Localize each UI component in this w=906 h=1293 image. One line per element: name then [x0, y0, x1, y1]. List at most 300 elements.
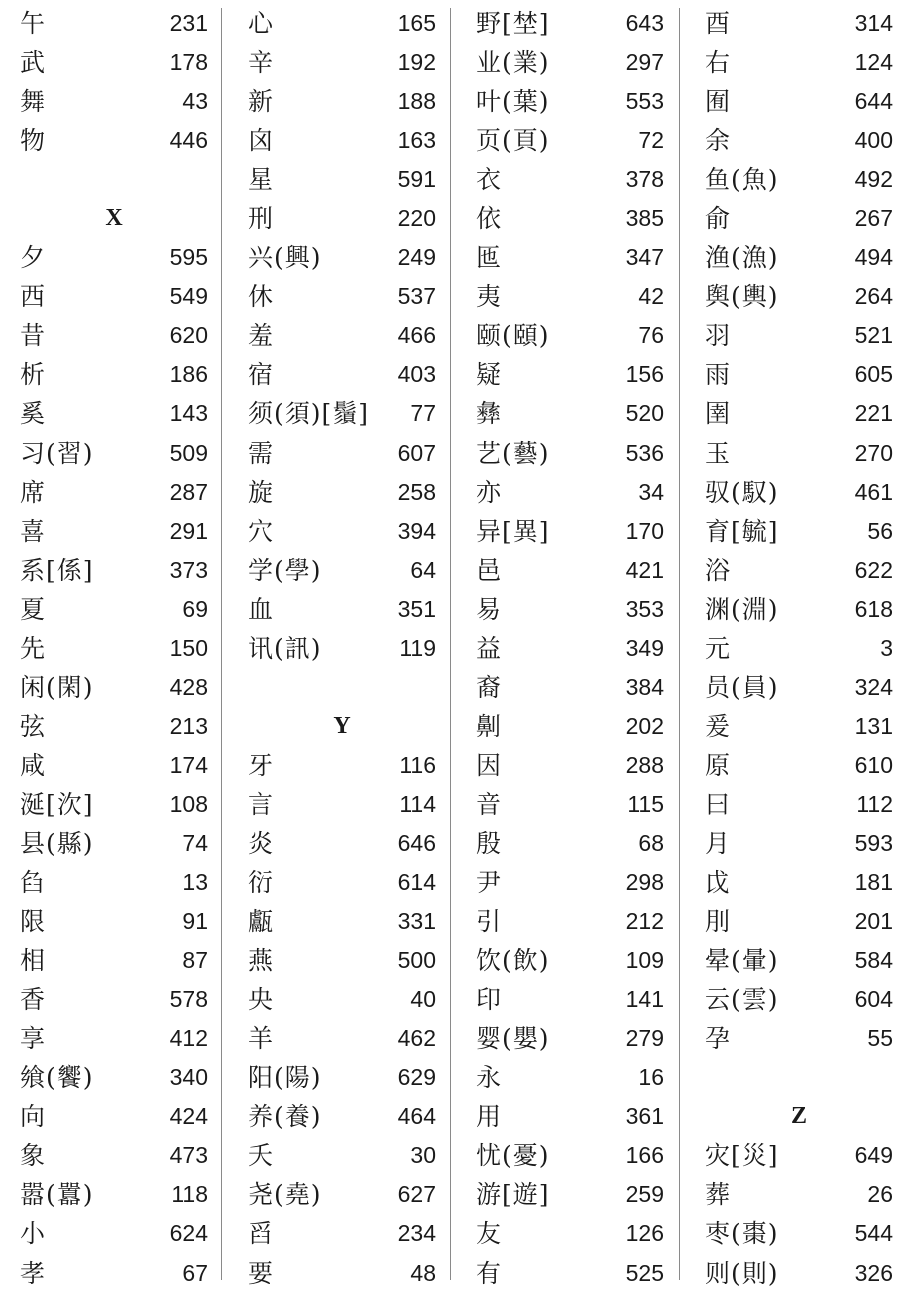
- index-entry: [476, 1254, 664, 1293]
- entry-character: 枣(棗): [705, 1219, 779, 1249]
- index-entry: [20, 43, 208, 82]
- entry-page-number: 109: [625, 947, 664, 974]
- entry-page-number: 553: [625, 88, 664, 115]
- entry-character: 音: [476, 789, 503, 819]
- entry-page-number: 385: [625, 205, 664, 232]
- index-entry: [476, 1019, 664, 1058]
- entry-page-number: 500: [397, 947, 436, 974]
- index-entry: [248, 1214, 436, 1253]
- entry-page-number: 473: [169, 1142, 208, 1169]
- entry-page-number: 3: [880, 634, 893, 661]
- entry-character: 则(則): [705, 1258, 779, 1288]
- index-entry: [248, 863, 436, 902]
- index-entry: [705, 785, 893, 824]
- entry-character: 牙: [248, 750, 275, 780]
- index-entry: [476, 473, 664, 512]
- index-entry: [248, 355, 436, 394]
- index-entry: [20, 394, 208, 433]
- index-entry: [476, 551, 664, 590]
- index-entry: [476, 980, 664, 1019]
- index-entry: [20, 785, 208, 824]
- entry-page-number: 326: [854, 1259, 893, 1286]
- entry-character: 学(學): [248, 555, 322, 585]
- index-entry: [20, 355, 208, 394]
- index-entry: [248, 160, 436, 199]
- index-entry: [248, 238, 436, 277]
- entry-page-number: 156: [625, 361, 664, 388]
- entry-character: 浴: [705, 555, 732, 585]
- entry-page-number: 43: [182, 88, 208, 115]
- index-entry: [248, 473, 436, 512]
- index-entry: [20, 238, 208, 277]
- entry-character: 舞: [20, 87, 47, 117]
- entry-character: 甗: [248, 907, 275, 937]
- entry-character: 夷: [476, 282, 503, 312]
- section-spacer: [705, 1058, 893, 1097]
- entry-page-number: 116: [399, 751, 436, 778]
- entry-character: 殷: [476, 828, 503, 858]
- entry-page-number: 150: [169, 634, 208, 661]
- entry-page-number: 165: [397, 10, 436, 36]
- entry-character: 象: [20, 1141, 47, 1171]
- index-entry: [248, 824, 436, 863]
- entry-character: 衣: [476, 165, 503, 195]
- index-entry: [20, 668, 208, 707]
- entry-character: 炎: [248, 828, 275, 858]
- entry-character: 邑: [476, 555, 503, 585]
- entry-page-number: 544: [854, 1220, 893, 1247]
- entry-character: 叶(葉): [476, 87, 550, 117]
- index-entry: [705, 668, 893, 707]
- index-entry: [476, 512, 664, 551]
- index-entry: [476, 1136, 664, 1175]
- entry-character: 县(縣): [20, 828, 94, 858]
- entry-page-number: 40: [410, 986, 436, 1013]
- entry-character: 午: [20, 9, 47, 38]
- entry-page-number: 331: [397, 908, 436, 935]
- entry-page-number: 213: [169, 712, 208, 739]
- index-entry: [705, 238, 893, 277]
- entry-character: 孝: [20, 1258, 47, 1288]
- entry-character: 用: [476, 1102, 503, 1132]
- entry-character: 员(員): [705, 672, 779, 702]
- entry-page-number: 627: [397, 1181, 436, 1208]
- entry-character: 刑: [248, 204, 275, 234]
- index-entry: [20, 1019, 208, 1058]
- entry-page-number: 181: [854, 869, 893, 896]
- index-entry: [705, 277, 893, 316]
- index-column-4: [705, 4, 893, 1293]
- index-entry: [20, 629, 208, 668]
- entry-character: 兴(興): [248, 243, 322, 273]
- entry-page-number: 192: [397, 49, 436, 76]
- index-entry: [705, 746, 893, 785]
- entry-page-number: 188: [397, 88, 436, 115]
- entry-character: 艺(藝): [476, 438, 550, 468]
- entry-character: 羊: [248, 1024, 275, 1054]
- index-entry: [476, 1214, 664, 1253]
- index-entry: [476, 941, 664, 980]
- index-entry: [20, 551, 208, 590]
- index-entry: [705, 902, 893, 941]
- entry-page-number: 178: [169, 49, 208, 76]
- index-entry: [20, 590, 208, 629]
- index-entry: [476, 863, 664, 902]
- entry-character: 要: [248, 1258, 275, 1288]
- entry-character: 昔: [20, 321, 47, 351]
- entry-page-number: 353: [625, 595, 664, 622]
- entry-character: 西: [20, 282, 47, 312]
- index-entry: [20, 512, 208, 551]
- index-entry: [476, 82, 664, 121]
- entry-page-number: 462: [397, 1025, 436, 1052]
- entry-page-number: 234: [397, 1220, 436, 1247]
- entry-character: 渊(淵): [705, 594, 779, 624]
- entry-character: 新: [248, 87, 275, 117]
- entry-character: 央: [248, 985, 275, 1015]
- entry-character: 香: [20, 985, 47, 1015]
- entry-character: 囟: [248, 126, 275, 156]
- entry-character: 饮(飲): [476, 946, 550, 976]
- entry-character: 育[毓]: [705, 516, 779, 546]
- entry-page-number: 578: [169, 986, 208, 1013]
- entry-page-number: 56: [867, 517, 893, 544]
- index-entry: [705, 941, 893, 980]
- entry-page-number: 30: [410, 1142, 436, 1169]
- index-entry: [705, 316, 893, 355]
- section-letter-heading: X: [105, 205, 123, 232]
- entry-character: 系[係]: [20, 555, 94, 585]
- entry-page-number: 55: [867, 1025, 893, 1052]
- entry-page-number: 34: [638, 478, 664, 505]
- index-entry: [476, 668, 664, 707]
- index-entry: [705, 590, 893, 629]
- index-entry: [476, 1058, 664, 1097]
- entry-page-number: 69: [182, 595, 208, 622]
- entry-page-number: 644: [854, 88, 893, 115]
- index-entry: [20, 434, 208, 473]
- entry-page-number: 258: [397, 478, 436, 505]
- index-entry: [476, 434, 664, 473]
- index-entry: [248, 590, 436, 629]
- index-entry: [705, 1254, 893, 1293]
- index-entry: [248, 551, 436, 590]
- index-entry: [20, 980, 208, 1019]
- entry-page-number: 298: [625, 869, 664, 896]
- entry-page-number: 267: [854, 205, 893, 232]
- index-entry: [248, 1136, 436, 1175]
- entry-character: 圉: [705, 399, 732, 429]
- entry-character: 业(業): [476, 48, 550, 78]
- index-entry: [476, 1175, 664, 1214]
- entry-character: 异[異]: [476, 516, 550, 546]
- index-entry: [476, 160, 664, 199]
- entry-character: 讯(訊): [248, 633, 322, 663]
- entry-page-number: 549: [169, 283, 208, 310]
- entry-character: 易: [476, 594, 503, 624]
- entry-character: 驭(馭): [705, 477, 779, 507]
- index-entry: [705, 1175, 893, 1214]
- entry-character: 游[遊]: [476, 1180, 550, 1210]
- entry-character: 羽: [705, 321, 732, 351]
- entry-page-number: 143: [169, 400, 208, 427]
- entry-page-number: 361: [625, 1103, 664, 1130]
- entry-page-number: 212: [625, 908, 664, 935]
- index-entry: [20, 1254, 208, 1293]
- index-entry: [20, 473, 208, 512]
- entry-page-number: 536: [625, 439, 664, 466]
- entry-character: 涎[㳄]: [20, 789, 94, 819]
- index-entry: [20, 941, 208, 980]
- entry-page-number: 124: [854, 49, 893, 76]
- entry-character: 相: [20, 946, 47, 976]
- entry-page-number: 231: [169, 10, 208, 36]
- entry-page-number: 461: [854, 478, 893, 505]
- section-spacer: [20, 160, 208, 199]
- entry-character: 养(養): [248, 1102, 322, 1132]
- entry-page-number: 384: [625, 673, 664, 700]
- entry-page-number: 13: [182, 869, 208, 896]
- index-entry: [248, 4, 436, 43]
- index-entry: [248, 629, 436, 668]
- entry-page-number: 131: [854, 712, 893, 739]
- entry-character: 闲(閑): [20, 672, 94, 702]
- index-entry: [705, 512, 893, 551]
- entry-page-number: 347: [625, 244, 664, 271]
- index-entry: [705, 473, 893, 512]
- entry-character: 限: [20, 907, 47, 937]
- entry-page-number: 520: [625, 400, 664, 427]
- entry-character: 飨(饗): [20, 1063, 94, 1093]
- entry-page-number: 259: [625, 1181, 664, 1208]
- entry-page-number: 604: [854, 986, 893, 1013]
- column-divider: [450, 8, 451, 1280]
- entry-page-number: 614: [397, 869, 436, 896]
- entry-character: 友: [476, 1219, 503, 1249]
- entry-page-number: 620: [169, 322, 208, 349]
- index-entry: [20, 902, 208, 941]
- entry-page-number: 108: [169, 790, 208, 817]
- entry-character: 心: [248, 9, 275, 38]
- entry-page-number: 373: [169, 556, 208, 583]
- entry-character: 小: [20, 1219, 47, 1249]
- index-entry: [248, 82, 436, 121]
- entry-page-number: 163: [397, 127, 436, 154]
- index-entry: [248, 394, 436, 433]
- entry-page-number: 112: [856, 790, 893, 817]
- index-entry: [248, 199, 436, 238]
- entry-character: 奚: [20, 399, 47, 429]
- index-entry: [705, 980, 893, 1019]
- entry-character: 席: [20, 477, 47, 507]
- index-entry: [248, 316, 436, 355]
- entry-character: 臽: [20, 868, 47, 898]
- index-entry: [476, 1097, 664, 1136]
- index-column-3: [476, 4, 664, 1293]
- entry-character: 原: [705, 750, 732, 780]
- entry-character: 月: [705, 828, 732, 858]
- index-entry: [705, 707, 893, 746]
- entry-character: 囿: [705, 87, 732, 117]
- entry-page-number: 64: [410, 556, 436, 583]
- index-entry: [705, 1019, 893, 1058]
- entry-page-number: 72: [638, 127, 664, 154]
- entry-page-number: 593: [854, 829, 893, 856]
- entry-character: 雨: [705, 360, 732, 390]
- entry-character: 亦: [476, 477, 503, 507]
- entry-character: 言: [248, 789, 275, 819]
- entry-page-number: 201: [854, 908, 893, 935]
- entry-character: 玉: [705, 438, 732, 468]
- index-entry: [20, 1175, 208, 1214]
- entry-page-number: 607: [397, 439, 436, 466]
- entry-page-number: 618: [854, 595, 893, 622]
- index-entry: [248, 902, 436, 941]
- index-entry: [476, 746, 664, 785]
- index-entry: [476, 590, 664, 629]
- entry-character: 血: [248, 594, 275, 624]
- entry-character: 疑: [476, 360, 503, 390]
- entry-character: 灾[災]: [705, 1141, 779, 1171]
- entry-page-number: 314: [854, 10, 893, 36]
- entry-character: 享: [20, 1024, 47, 1054]
- index-entry: [20, 863, 208, 902]
- index-entry: [705, 394, 893, 433]
- entry-page-number: 610: [854, 751, 893, 778]
- entry-page-number: 622: [854, 556, 893, 583]
- entry-page-number: 288: [625, 751, 664, 778]
- entry-page-number: 291: [169, 517, 208, 544]
- entry-character: 鱼(魚): [705, 165, 779, 195]
- entry-character: 夭: [248, 1141, 275, 1171]
- index-entry: [20, 277, 208, 316]
- index-entry: [20, 82, 208, 121]
- entry-page-number: 629: [397, 1064, 436, 1091]
- entry-page-number: 74: [182, 829, 208, 856]
- entry-character: 益: [476, 633, 503, 663]
- index-entry: [248, 785, 436, 824]
- entry-character: 晕(暈): [705, 946, 779, 976]
- entry-page-number: 537: [397, 283, 436, 310]
- index-entry: [476, 4, 664, 43]
- column-divider: [221, 8, 222, 1280]
- index-entry: [476, 43, 664, 82]
- index-entry: [705, 43, 893, 82]
- entry-page-number: 349: [625, 634, 664, 661]
- entry-character: 野[埜]: [476, 9, 550, 38]
- index-entry: [20, 4, 208, 43]
- entry-character: 云(雲): [705, 985, 779, 1015]
- entry-page-number: 87: [182, 947, 208, 974]
- entry-page-number: 174: [169, 751, 208, 778]
- entry-page-number: 643: [625, 10, 664, 36]
- entry-page-number: 220: [397, 205, 436, 232]
- index-entry: [248, 43, 436, 82]
- entry-page-number: 77: [410, 400, 436, 427]
- index-entry: [705, 434, 893, 473]
- entry-character: 旋: [248, 477, 275, 507]
- entry-character: 舀: [248, 1219, 275, 1249]
- index-entry: [705, 4, 893, 43]
- entry-page-number: 297: [625, 49, 664, 76]
- entry-character: 酉: [705, 9, 732, 38]
- entry-character: 俞: [705, 204, 732, 234]
- entry-page-number: 42: [638, 283, 664, 310]
- index-entry: [248, 121, 436, 160]
- entry-character: 依: [476, 204, 503, 234]
- entry-character: 舆(輿): [705, 282, 779, 312]
- index-entry: [248, 1097, 436, 1136]
- entry-character: 需: [248, 438, 275, 468]
- entry-page-number: 141: [625, 986, 664, 1013]
- entry-character: 须(須)[鬚]: [248, 399, 370, 429]
- entry-page-number: 287: [169, 478, 208, 505]
- entry-page-number: 91: [182, 908, 208, 935]
- entry-page-number: 624: [169, 1220, 208, 1247]
- index-entry: [705, 160, 893, 199]
- entry-character: 休: [248, 282, 275, 312]
- entry-page-number: 118: [171, 1181, 208, 1208]
- index-entry: [476, 707, 664, 746]
- index-entry: [20, 1058, 208, 1097]
- index-entry: [476, 238, 664, 277]
- index-entry: [248, 1254, 436, 1293]
- index-column-1: [20, 4, 208, 1293]
- index-entry: [476, 121, 664, 160]
- entry-character: 永: [476, 1063, 503, 1093]
- entry-page-number: 264: [854, 283, 893, 310]
- index-entry: [20, 1214, 208, 1253]
- section-letter-heading: Y: [333, 712, 351, 739]
- entry-character: 尹: [476, 868, 503, 898]
- entry-page-number: 494: [854, 244, 893, 271]
- entry-page-number: 400: [854, 127, 893, 154]
- entry-character: 葬: [705, 1180, 732, 1210]
- entry-page-number: 412: [169, 1025, 208, 1052]
- entry-character: 习(習): [20, 438, 94, 468]
- entry-page-number: 48: [410, 1259, 436, 1286]
- index-entry: [20, 1136, 208, 1175]
- entry-page-number: 521: [854, 322, 893, 349]
- entry-character: 羞: [248, 321, 275, 351]
- index-entry: [248, 1019, 436, 1058]
- entry-page-number: 424: [169, 1103, 208, 1130]
- entry-character: 夕: [20, 243, 47, 273]
- index-entry: [248, 277, 436, 316]
- entry-page-number: 649: [854, 1142, 893, 1169]
- entry-page-number: 605: [854, 361, 893, 388]
- index-entry: [705, 863, 893, 902]
- entry-character: 燕: [248, 946, 275, 976]
- index-column-2: [248, 4, 436, 1293]
- entry-page-number: 166: [625, 1142, 664, 1169]
- entry-page-number: 394: [397, 517, 436, 544]
- entry-character: 引: [476, 907, 503, 937]
- entry-character: 因: [476, 750, 503, 780]
- entry-character: 页(頁): [476, 126, 550, 156]
- entry-character: 弦: [20, 711, 47, 741]
- entry-character: 戉: [705, 868, 732, 898]
- section-spacer: [248, 668, 436, 707]
- index-entry: [248, 1175, 436, 1214]
- entry-page-number: 509: [169, 439, 208, 466]
- entry-character: 渔(漁): [705, 243, 779, 273]
- entry-character: 物: [20, 126, 47, 156]
- index-entry: [248, 1058, 436, 1097]
- entry-character: 尧(堯): [248, 1180, 322, 1210]
- index-entry: [476, 199, 664, 238]
- entry-page-number: 646: [397, 829, 436, 856]
